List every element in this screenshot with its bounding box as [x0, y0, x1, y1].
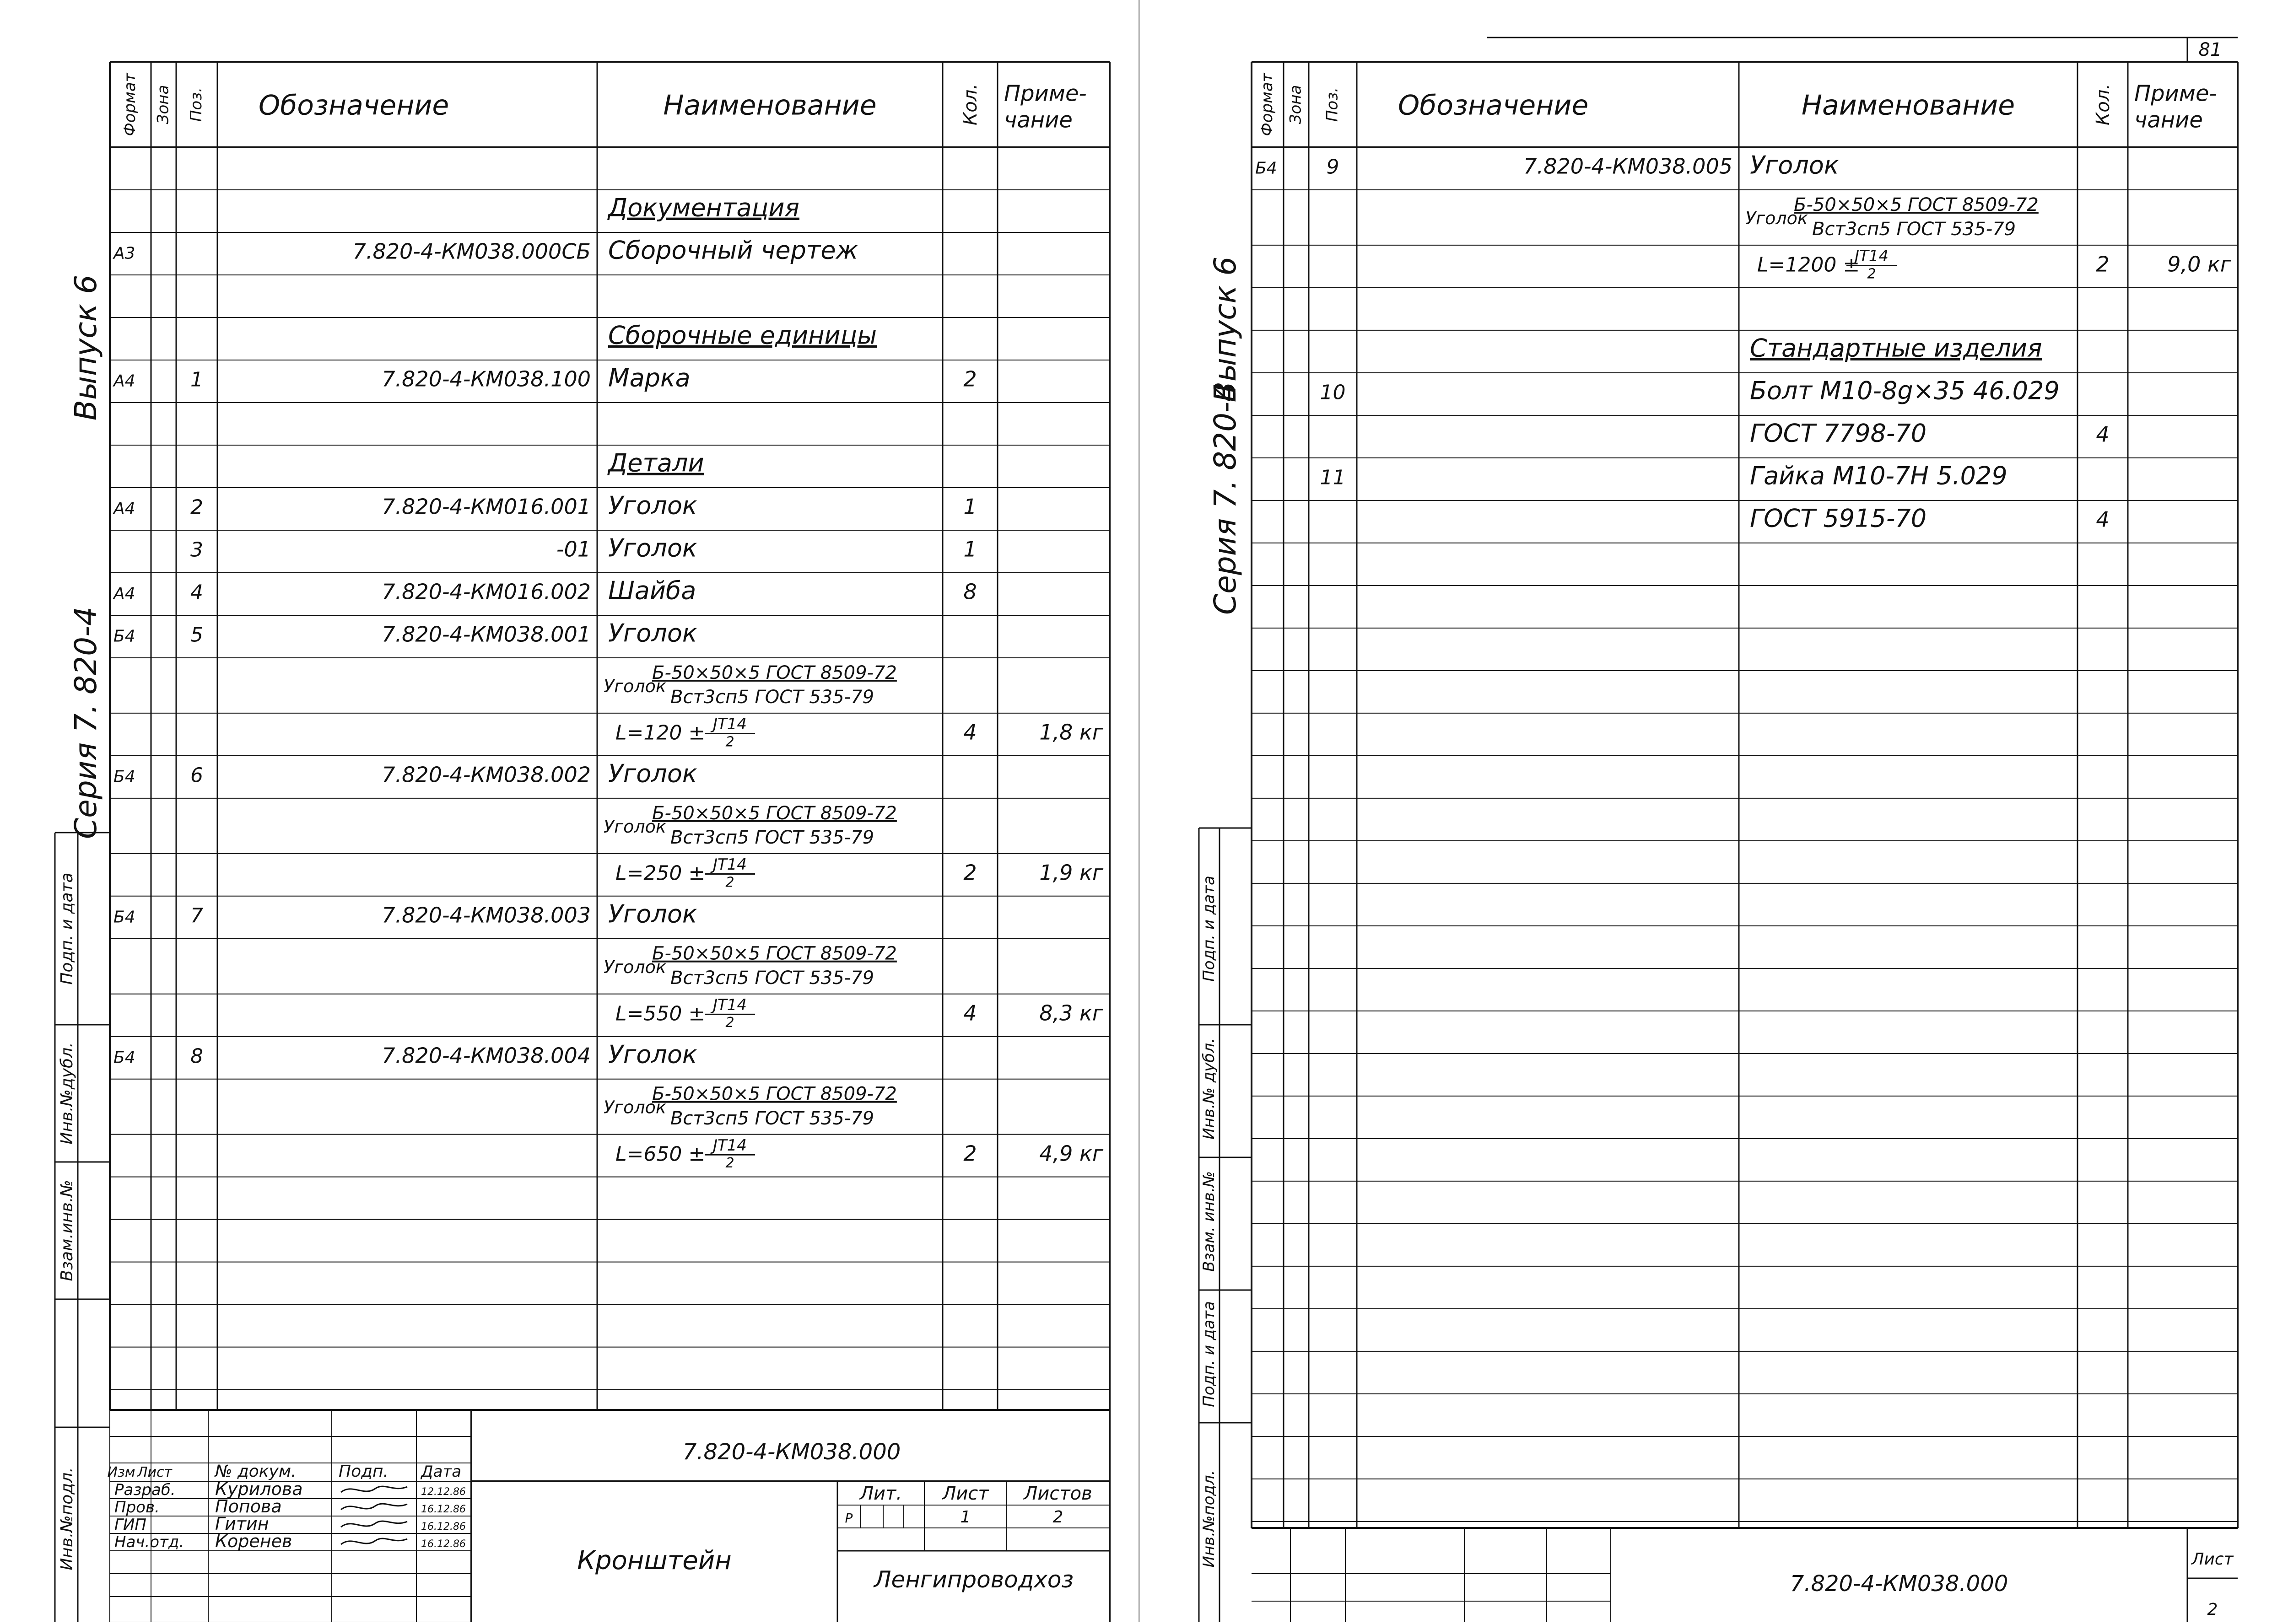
row-format: Б4 [113, 767, 135, 786]
row-designation: 7.820-4-КМ038.003 [382, 903, 591, 928]
title-sheet-value: 2 [2207, 1600, 2218, 1619]
row-qty: 4 [2096, 507, 2110, 532]
row-name: Шайба [608, 576, 696, 605]
row-name: Уголок [604, 816, 666, 837]
stamp-label: Взам. инв.№ [1200, 1171, 1218, 1272]
row-pos: 11 [1320, 466, 1346, 489]
title-person: Гитин [215, 1514, 269, 1534]
header-zone: Зона [1286, 85, 1305, 124]
row-name: Стандартные изделия [1750, 333, 2042, 363]
title-role: Разраб. [114, 1481, 176, 1499]
row-format: Б4 [1255, 159, 1277, 178]
row-name: Уголок [608, 618, 697, 648]
row-designation: 7.820-4-КМ038.000СБ [352, 239, 591, 264]
product-title: Кронштейн [577, 1546, 732, 1576]
row-name: Уголок [1745, 208, 1808, 228]
issue-label: Выпуск 6 [1208, 256, 1243, 403]
row-format: А4 [113, 499, 135, 518]
title-role: Нач.отд. [114, 1533, 184, 1551]
row-name: Документация [608, 193, 799, 222]
row-pos: 9 [1326, 155, 1339, 179]
title-sheet: Лист [2191, 1550, 2234, 1569]
row-material-fraction-top: Б-50×50×5 ГОСТ 8509-72 [652, 662, 897, 683]
row-name: Уголок [1750, 151, 1839, 180]
row-material-fraction-bottom: Вст3сп5 ГОСТ 535-79 [670, 687, 874, 708]
row-name: Уголок [608, 899, 697, 929]
row-name: Уголок [604, 676, 666, 696]
title-hdr-podp: Подп. [339, 1462, 389, 1481]
stamp-label: Инв.№ дубл. [1200, 1038, 1218, 1140]
spec-sheet-2-drawing [1149, 0, 2288, 1622]
row-qty: 4 [963, 1000, 977, 1026]
title-sheet-value: 1 [960, 1508, 971, 1527]
row-tolerance-top: JT14 [712, 996, 747, 1015]
title-hdr-list: Лист [137, 1464, 173, 1480]
row-pos: 8 [190, 1044, 203, 1068]
row-qty: 2 [2096, 252, 2110, 277]
header-qty: Кол. [2093, 83, 2114, 126]
row-designation: 7.820-4-КМ038.002 [382, 762, 591, 787]
page-gutter [1139, 0, 1149, 1622]
row-length: L=550 ± [615, 1002, 706, 1026]
row-name: Уголок [608, 1040, 697, 1069]
title-hdr-ndok: № докум. [215, 1462, 297, 1481]
stamp-label: Инв.№дубл. [58, 1042, 76, 1145]
row-name: Уголок [604, 957, 666, 977]
signature-scribble [341, 1504, 407, 1510]
title-lit-value: Р [845, 1511, 853, 1526]
row-designation: 7.820-4-КМ016.002 [382, 579, 591, 604]
row-pos: 4 [190, 581, 203, 604]
row-tolerance-top: JT14 [712, 1136, 747, 1155]
row-length: L=250 ± [615, 861, 706, 885]
series-label: Серия 7. 820-4 [68, 607, 103, 839]
row-material-fraction-bottom: Вст3сп5 ГОСТ 535-79 [670, 967, 874, 989]
row-format: А4 [113, 371, 135, 391]
row-qty: 2 [963, 366, 977, 392]
row-note: 4,9 кг [1039, 1141, 1103, 1166]
row-qty: 8 [963, 579, 977, 604]
row-name: Гайка М10-7Н 5.029 [1750, 461, 2007, 490]
title-date: 16.12.86 [421, 1504, 466, 1515]
header-name: Наименование [1801, 89, 2015, 122]
title-sheets: Листов [1024, 1483, 1092, 1504]
row-pos: 6 [190, 764, 203, 787]
row-name: Сборочные единицы [608, 321, 877, 350]
title-sheet: Лист [942, 1483, 989, 1504]
header-designation: Обозначение [259, 89, 449, 122]
row-qty: 4 [2096, 422, 2110, 447]
title-person: Попова [215, 1496, 282, 1516]
header-note: Приме- [1004, 81, 1087, 107]
spec-sheet-1 [0, 0, 1139, 1622]
row-pos: 5 [190, 623, 203, 647]
row-format: А4 [113, 584, 135, 603]
row-pos: 1 [190, 368, 203, 392]
title-date: 16.12.86 [421, 1538, 466, 1550]
header-pos: Поз. [187, 87, 205, 122]
row-tolerance-bottom: 2 [725, 1155, 734, 1172]
row-name: ГОСТ 5915-70 [1750, 504, 1927, 533]
row-tolerance-top: JT14 [712, 715, 747, 734]
row-designation: 7.820-4-КМ038.004 [382, 1043, 591, 1068]
header-pos: Поз. [1323, 87, 1342, 122]
header-designation: Обозначение [1398, 89, 1589, 122]
header-format: Формат [121, 73, 139, 136]
row-designation: 7.820-4-КМ038.100 [382, 366, 591, 392]
row-name: Болт М10-8g×35 46.029 [1750, 376, 2060, 405]
row-tolerance-bottom: 2 [725, 874, 734, 891]
stamp-label: Подп. и дата [1200, 1301, 1218, 1407]
stamp-label: Подп. и дата [58, 872, 76, 985]
row-pos: 2 [190, 495, 203, 519]
row-name: Детали [608, 448, 704, 478]
row-tolerance-bottom: 2 [725, 1015, 734, 1031]
row-name: ГОСТ 7798-70 [1750, 419, 1927, 448]
row-format: Б4 [113, 908, 135, 927]
title-person: Курилова [215, 1479, 303, 1499]
organization: Ленгипроводхоз [874, 1566, 1074, 1593]
row-qty: 1 [963, 537, 977, 562]
row-qty: 2 [963, 860, 977, 885]
row-tolerance-top: JT14 [712, 855, 747, 874]
header-format: Формат [1258, 73, 1276, 136]
page-number: 81 [2198, 39, 2222, 60]
signature-scribble [341, 1521, 407, 1527]
title-date: 12.12.86 [421, 1486, 466, 1498]
header-zone: Зона [154, 85, 173, 124]
title-date: 16.12.86 [421, 1521, 466, 1533]
header-note: чание [1004, 107, 1073, 133]
stamp-label: Инв.№подл. [58, 1467, 76, 1570]
row-qty: 4 [963, 720, 977, 745]
row-pos: 10 [1320, 381, 1346, 404]
row-qty: 2 [963, 1141, 977, 1166]
signature-scribble [341, 1486, 407, 1492]
row-name: Марка [608, 363, 691, 393]
row-pos: 7 [190, 904, 203, 928]
row-length: L=650 ± [615, 1142, 706, 1166]
row-tolerance-bottom: 2 [725, 734, 734, 750]
row-qty: 1 [963, 494, 977, 519]
title-person: Коренев [215, 1531, 292, 1551]
header-qty: Кол. [960, 83, 981, 126]
series-label: Серия 7. 820-4 [1208, 382, 1243, 615]
row-format: А3 [113, 244, 135, 263]
row-material-fraction-bottom: Вст3сп5 ГОСТ 535-79 [670, 827, 874, 849]
header-note: чание [2134, 107, 2203, 133]
row-name: Уголок [608, 533, 697, 563]
header-name: Наименование [663, 89, 877, 122]
row-note: 9,0 кг [2167, 252, 2231, 277]
title-hdr-data: Дата [421, 1463, 462, 1481]
title-hdr-izm: Изм [107, 1464, 135, 1480]
title-sheets-value: 2 [1052, 1508, 1063, 1527]
row-designation: 7.820-4-КМ038.001 [382, 622, 591, 647]
title-role: ГИП [114, 1516, 146, 1534]
row-format: Б4 [113, 627, 135, 646]
row-name: Уголок [608, 491, 697, 520]
row-material-fraction-bottom: Вст3сп5 ГОСТ 535-79 [1812, 219, 2016, 240]
row-length: L=120 ± [615, 721, 706, 745]
title-role: Пров. [114, 1498, 160, 1516]
row-material-fraction-top: Б-50×50×5 ГОСТ 8509-72 [1794, 194, 2039, 215]
row-material-fraction-top: Б-50×50×5 ГОСТ 8509-72 [652, 943, 897, 964]
stamp-label: Подп. и дата [1200, 876, 1218, 982]
spec-sheet-1-drawing [0, 0, 1139, 1622]
row-name: Уголок [608, 759, 697, 788]
row-tolerance-bottom: 2 [1867, 266, 1876, 282]
row-designation: 7.820-4-КМ016.001 [382, 494, 591, 519]
row-note: 1,8 кг [1039, 720, 1103, 745]
stamp-label: Инв.№подл. [1200, 1470, 1218, 1568]
header-note: Приме- [2134, 81, 2217, 107]
row-length: L=1200 ± [1757, 253, 1860, 277]
doc-code: 7.820-4-КМ038.000 [1790, 1571, 2008, 1597]
row-designation: -01 [556, 537, 591, 562]
doc-code: 7.820-4-КМ038.000 [682, 1439, 901, 1465]
row-format: Б4 [113, 1048, 135, 1067]
row-name: Уголок [604, 1097, 666, 1118]
row-note: 8,3 кг [1039, 1000, 1103, 1026]
row-material-fraction-top: Б-50×50×5 ГОСТ 8509-72 [652, 1083, 897, 1105]
row-name: Сборочный чертеж [608, 236, 858, 265]
spec-sheet-2 [1149, 0, 2288, 1622]
row-material-fraction-bottom: Вст3сп5 ГОСТ 535-79 [670, 1108, 874, 1129]
row-designation: 7.820-4-КМ038.005 [1523, 154, 1732, 179]
title-lit: Лит. [859, 1483, 902, 1504]
stamp-label: Взам.инв.№ [58, 1180, 76, 1281]
row-tolerance-top: JT14 [1854, 247, 1889, 266]
row-note: 1,9 кг [1039, 860, 1103, 885]
row-pos: 3 [190, 538, 203, 562]
row-material-fraction-top: Б-50×50×5 ГОСТ 8509-72 [652, 802, 897, 824]
signature-scribble [341, 1538, 407, 1544]
issue-label: Выпуск 6 [68, 274, 103, 421]
